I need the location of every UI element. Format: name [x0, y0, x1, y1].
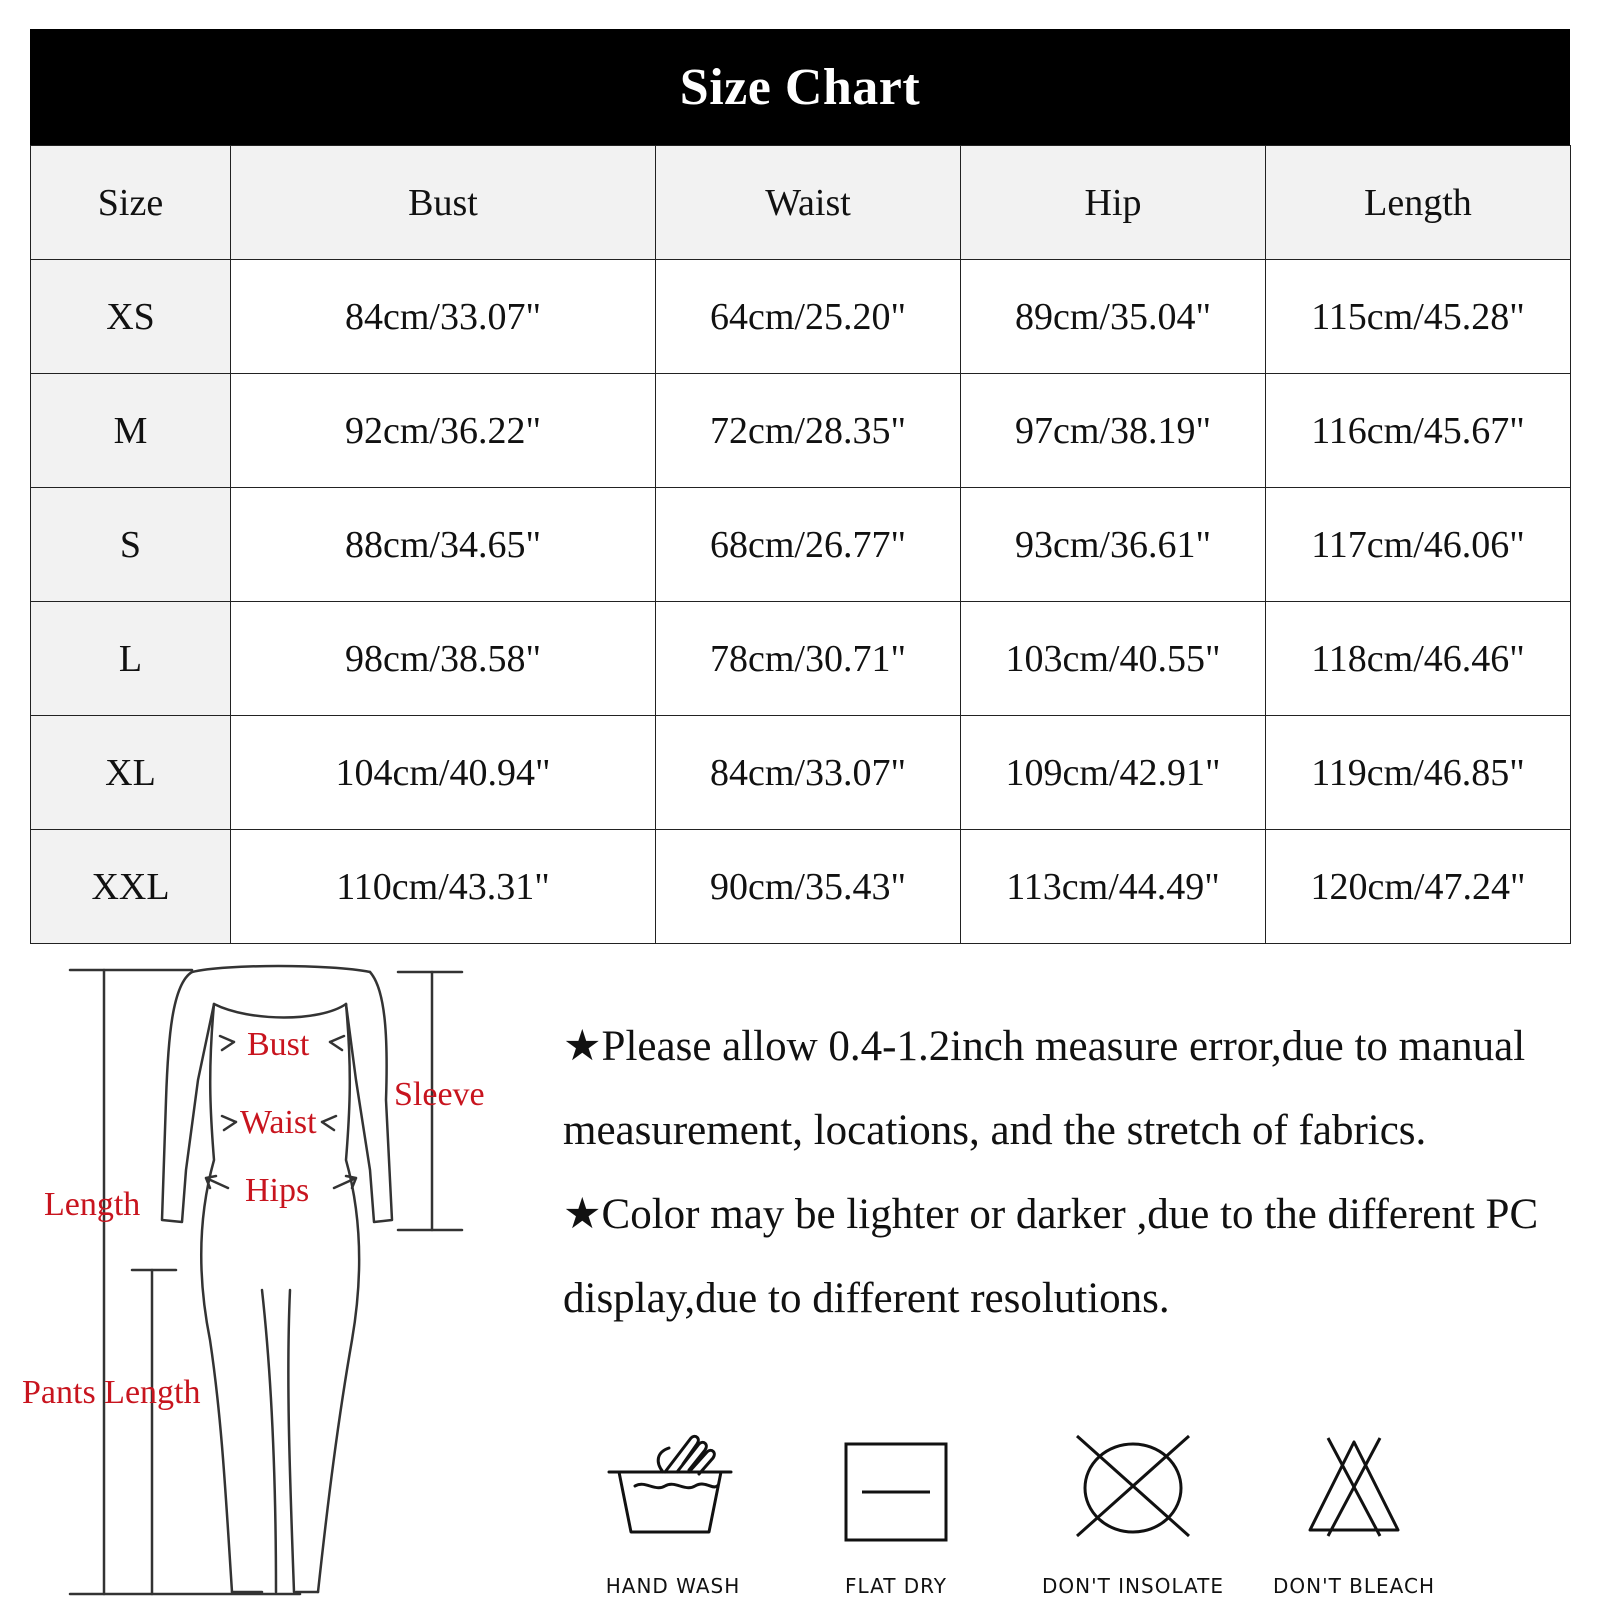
- size-cell: L: [31, 602, 231, 716]
- waist-cell: 78cm/30.71": [656, 602, 961, 716]
- bust-cell: 98cm/38.58": [231, 602, 656, 716]
- length-cell: 119cm/46.85": [1266, 716, 1571, 830]
- note-measure-error: ★Please allow 0.4-1.2inch measure error,due to manual measurement, locations, and the stretch of fabrics.: [563, 1023, 1526, 1154]
- table-row: [31, 374, 1571, 488]
- note-color: ★Color may be lighter or darker ,due to the different PC display,due to different resolutions.: [563, 1191, 1539, 1322]
- notes: [563, 1005, 1583, 1341]
- pants-length-label: Pants Length: [22, 1374, 201, 1411]
- hip-cell: 97cm/38.19": [961, 374, 1266, 488]
- hip-cell: 103cm/40.55": [961, 602, 1266, 716]
- length-cell: 120cm/47.24": [1266, 830, 1571, 944]
- waist-cell: 90cm/35.43": [656, 830, 961, 944]
- table-row: [31, 830, 1571, 944]
- care-hand-wash: [573, 1430, 773, 1600]
- dont-insolate-label: DON'T INSOLATE: [1041, 1574, 1225, 1598]
- waist-cell: 72cm/28.35": [656, 374, 961, 488]
- header-size: Size: [31, 146, 231, 260]
- length-cell: 115cm/45.28": [1266, 260, 1571, 374]
- hip-cell: 89cm/35.04": [961, 260, 1266, 374]
- waist-label: Waist: [240, 1104, 317, 1141]
- size-cell: M: [31, 374, 231, 488]
- length-label: Length: [44, 1186, 141, 1223]
- bust-cell: 104cm/40.94": [231, 716, 656, 830]
- table-row: [31, 602, 1571, 716]
- hip-cell: 113cm/44.49": [961, 830, 1266, 944]
- hips-label: Hips: [245, 1172, 310, 1209]
- size-cell: XL: [31, 716, 231, 830]
- hand-wash-label: HAND WASH: [605, 1574, 741, 1598]
- table-row: [31, 716, 1571, 830]
- dont-bleach-icon: [1254, 1430, 1454, 1570]
- size-chart: [30, 29, 1570, 944]
- waist-cell: 68cm/26.77": [656, 488, 961, 602]
- header-waist: Waist: [656, 146, 961, 260]
- length-cell: 116cm/45.67": [1266, 374, 1571, 488]
- waist-cell: 64cm/25.20": [656, 260, 961, 374]
- bust-cell: 110cm/43.31": [231, 830, 656, 944]
- waist-cell: 84cm/33.07": [656, 716, 961, 830]
- care-dont-insolate: [1033, 1430, 1233, 1600]
- care-dont-bleach: [1254, 1430, 1454, 1600]
- bust-cell: 88cm/34.65": [231, 488, 656, 602]
- dont-insolate-icon: [1033, 1430, 1233, 1570]
- size-cell: XS: [31, 260, 231, 374]
- bust-cell: 84cm/33.07": [231, 260, 656, 374]
- chart-title: Size Chart: [30, 29, 1570, 145]
- size-cell: S: [31, 488, 231, 602]
- table-row: [31, 488, 1571, 602]
- table-row: [31, 260, 1571, 374]
- bust-cell: 92cm/36.22": [231, 374, 656, 488]
- hand-wash-icon: [573, 1430, 773, 1570]
- hip-cell: 93cm/36.61": [961, 488, 1266, 602]
- care-flat-dry: [796, 1430, 996, 1600]
- length-cell: 118cm/46.46": [1266, 602, 1571, 716]
- header-length: Length: [1266, 146, 1571, 260]
- size-cell: XXL: [31, 830, 231, 944]
- flat-dry-label: FLAT DRY: [844, 1574, 948, 1598]
- size-table: [30, 145, 1571, 944]
- length-cell: 117cm/46.06": [1266, 488, 1571, 602]
- measurement-figure: [0, 960, 540, 1600]
- sleeve-label: Sleeve: [394, 1076, 485, 1113]
- table-header-row: [31, 146, 1571, 260]
- header-hip: Hip: [961, 146, 1266, 260]
- bust-label: Bust: [247, 1026, 310, 1063]
- dont-bleach-label: DON'T BLEACH: [1272, 1574, 1435, 1598]
- flat-dry-icon: [796, 1430, 996, 1570]
- hip-cell: 109cm/42.91": [961, 716, 1266, 830]
- header-bust: Bust: [231, 146, 656, 260]
